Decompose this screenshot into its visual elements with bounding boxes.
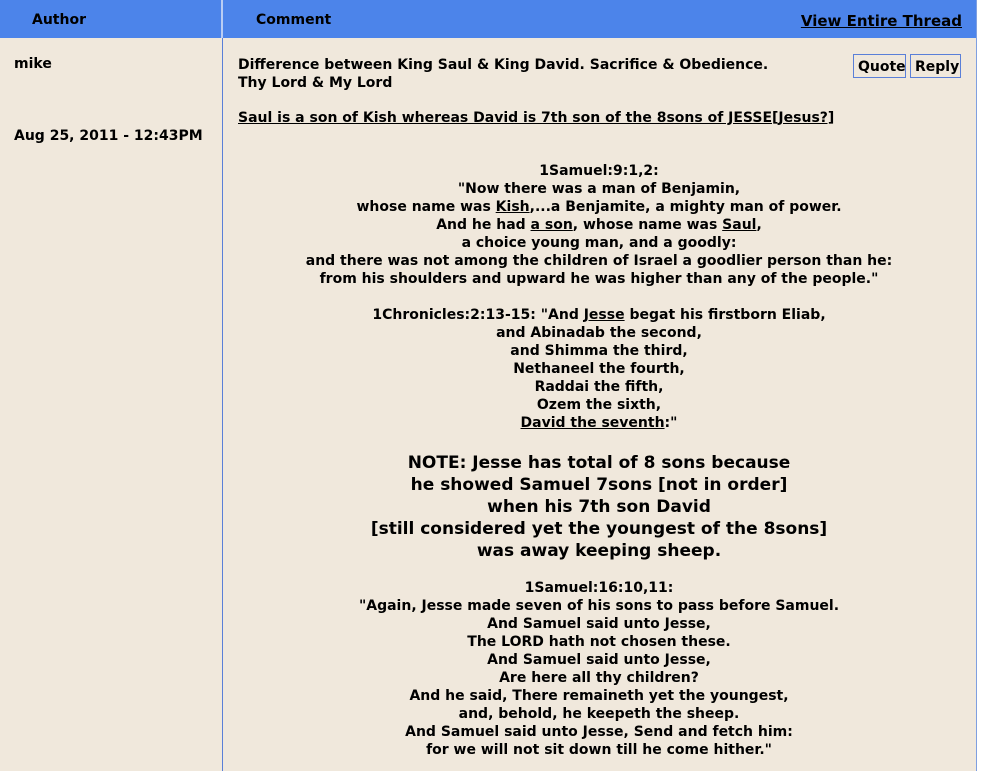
verse-line: and Shimma the third,	[510, 343, 688, 359]
note-block	[238, 452, 960, 562]
verse-line: "Again, Jesse made seven of his sons to pass before Samuel.	[358, 598, 840, 614]
subject-line-1: Difference between King Saul & King David. Sacrifice & Obedience.	[238, 57, 769, 73]
note-line: when his 7th son David	[487, 497, 711, 517]
verse-line: David the seventh:"	[520, 415, 678, 431]
column-divider	[222, 38, 223, 771]
view-entire-thread-link[interactable]: View Entire Thread	[800, 12, 962, 30]
verse-line: And Samuel said unto Jesse, Send and fetch him:	[405, 724, 793, 740]
post-date: Aug 25, 2011 - 12:43PM	[14, 128, 203, 144]
verse-samuel-9	[238, 162, 960, 288]
underlined-word: a son	[530, 217, 573, 233]
author-column-header: Author	[32, 12, 86, 28]
verse-line: And he had a son, whose name was Saul,	[436, 217, 762, 233]
table-header	[0, 0, 978, 38]
verse-reference: 1Samuel:16:10,11:	[524, 580, 674, 596]
underlined-word: Kish	[495, 199, 530, 215]
note-line: NOTE: Jesse has total of 8 sons because	[407, 453, 791, 473]
verse-line: 1Chronicles:2:13-15: "And Jesse begat his firstborn Eliab,	[372, 307, 826, 323]
note-line: [still considered yet the youngest of the 8sons]	[370, 519, 828, 539]
subject-line-2: Thy Lord & My Lord	[238, 75, 393, 91]
verse-line: And Samuel said unto Jesse,	[487, 652, 711, 668]
verse-line: Are here all thy children?	[499, 670, 699, 686]
post-author: mike	[14, 56, 52, 72]
quote-button[interactable]: Quote	[853, 54, 906, 78]
verse-samuel-16	[238, 579, 960, 759]
reply-button[interactable]: Reply	[910, 54, 961, 78]
verse-line: Ozem the sixth,	[536, 397, 662, 413]
verse-line: Nethaneel the fourth,	[513, 361, 685, 377]
underlined-word: Jesse	[583, 307, 625, 323]
verse-line: whose name was Kish,...a Benjamite, a mighty man of power.	[356, 199, 842, 215]
verse-reference: 1Samuel:9:1,2:	[539, 163, 659, 179]
verse-chronicles-2	[238, 306, 960, 432]
verse-line: from his shoulders and upward he was higher than any of the people."	[319, 271, 879, 287]
comment-column-header: Comment	[256, 12, 332, 28]
verse-line: and Abinadab the second,	[496, 325, 702, 341]
underlined-word: David the seventh	[520, 415, 665, 431]
verse-line: And Samuel said unto Jesse,	[487, 616, 711, 632]
verse-line: a choice young man, and a goodly:	[461, 235, 737, 251]
verse-line: And he said, There remaineth yet the youngest,	[409, 688, 789, 704]
post-intro: Saul is a son of Kish whereas David is 7th son of the 8sons of JESSE[Jesus?]	[238, 110, 835, 126]
note-line: he showed Samuel 7sons [not in order]	[410, 475, 788, 495]
verse-line: "Now there was a man of Benjamin,	[457, 181, 741, 197]
verse-line: The LORD hath not chosen these.	[467, 634, 731, 650]
post-subject	[238, 56, 798, 92]
note-line: was away keeping sheep.	[476, 541, 722, 561]
verse-line: for we will not sit down till he come hither."	[426, 742, 772, 758]
verse-line: Raddai the fifth,	[534, 379, 664, 395]
verse-line: and, behold, he keepeth the sheep.	[458, 706, 740, 722]
header-divider	[221, 0, 223, 38]
verse-line: and there was not among the children of Israel a goodlier person than he:	[305, 253, 893, 269]
page-margin	[977, 0, 982, 771]
underlined-word: Saul	[722, 217, 757, 233]
